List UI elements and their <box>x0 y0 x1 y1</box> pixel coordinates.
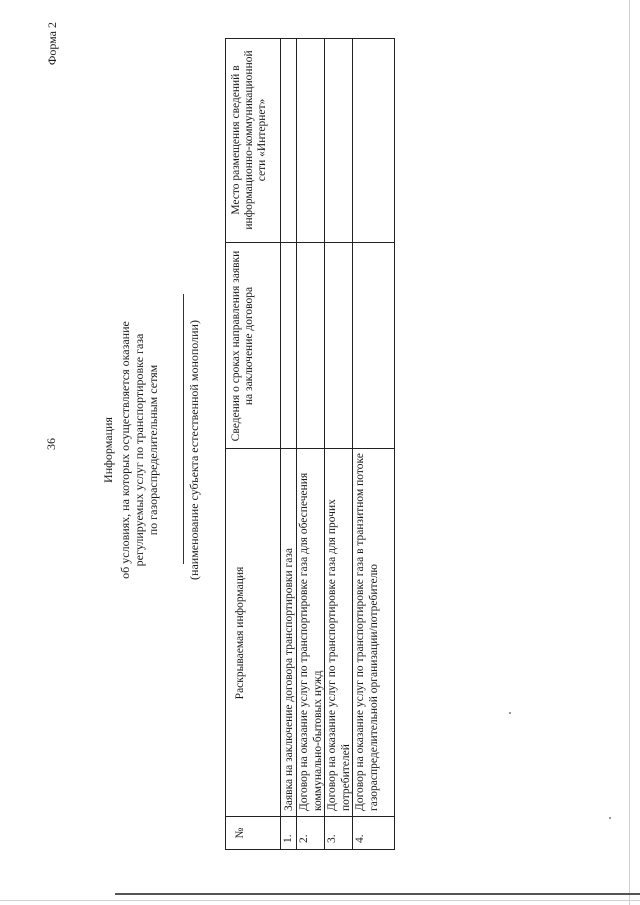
subject-name-line <box>183 294 184 564</box>
table-row-text: Заявка на заключение договора транспортировки газа <box>283 547 295 811</box>
row-number: 4. <box>354 834 366 843</box>
document-subtitle-line: об условиях, на которых осуществляется оказание <box>118 321 132 579</box>
document-subtitle-line: по газораспределительным сетям <box>146 364 160 536</box>
info-table <box>225 38 395 850</box>
table-column-divider <box>226 242 394 243</box>
row-number: 2. <box>298 834 310 843</box>
scan-border-line <box>115 893 640 895</box>
table-column-divider <box>226 816 394 817</box>
table-row-divider <box>280 39 281 849</box>
page-edge <box>629 0 630 905</box>
page-number: 36 <box>44 438 58 450</box>
table-row-text: Договор на оказание услуг по транспортировке газа для обеспечения коммунально-бытовых нужд <box>298 472 324 811</box>
page-edge <box>0 900 640 901</box>
table-column-divider <box>226 448 394 449</box>
header-terms: Сведения о сроках направления заявки на заключение договора <box>230 250 255 442</box>
table-row-text: Договор на оказание услуг по транспортировке газа для прочих потребителей <box>326 499 352 811</box>
document-title: Информация <box>101 417 115 483</box>
rotated-page <box>40 20 620 880</box>
form-label: Форма 2 <box>45 22 59 66</box>
row-number: 3. <box>326 834 338 843</box>
table-row-text: Договор на оказание услуг по транспортировке газа в транзитном потоке газораспределительной организации/потребителю <box>354 453 380 811</box>
subject-caption: (наименование субъекта естественной монополии) <box>187 320 201 580</box>
header-info: Раскрываемая информация <box>234 566 246 700</box>
header-number: № <box>234 827 246 839</box>
row-number: 1. <box>282 834 294 843</box>
document-subtitle-line: регулируемых услуг по транспортировке газа <box>132 333 146 567</box>
header-place: Место размещения сведений в информационно-коммуникационной сети «Интернет» <box>230 50 268 230</box>
